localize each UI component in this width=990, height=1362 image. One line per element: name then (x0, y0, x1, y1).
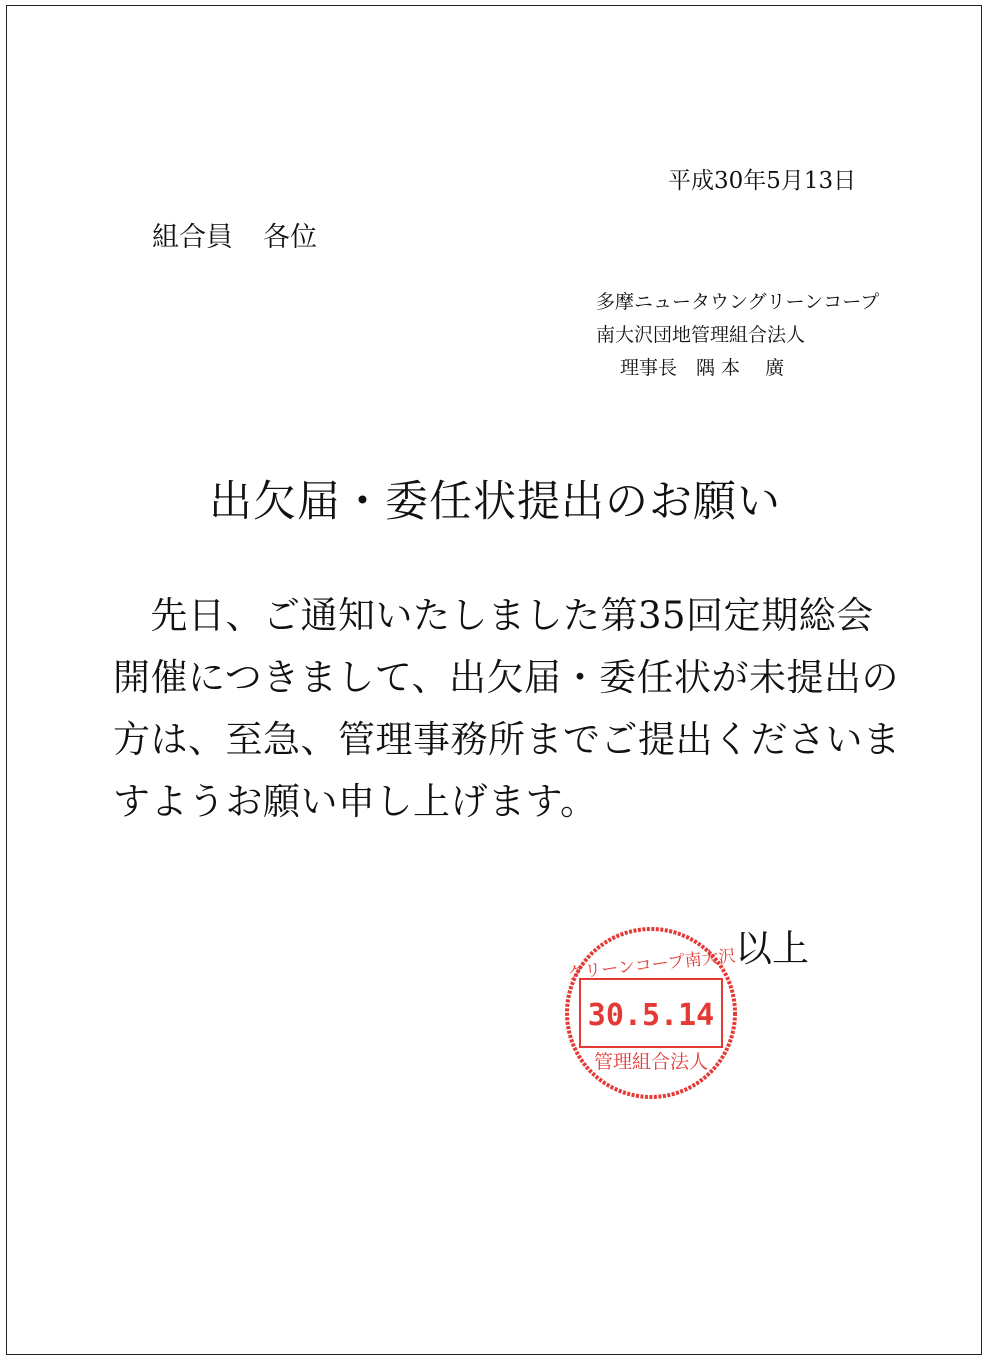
sender-chairman: 理事長 隅 本 廣 (620, 357, 785, 379)
document-title: 出欠届・委任状提出のお願い (209, 477, 781, 527)
addressee (152, 215, 317, 254)
document-date: 平成30年5月13日 (668, 168, 857, 194)
addressee-suffix: 各位 (263, 222, 317, 253)
seal-bottom-text: 管理組合法人 (593, 1051, 709, 1073)
closing-mark: 以上 (735, 927, 809, 970)
body-line: 開催につきまして、出欠届・委任状が未提出の (113, 656, 900, 699)
sender-corporation: 南大沢団地管理組合法人 (596, 324, 806, 346)
seal-date-text: 30.5.14 (587, 998, 715, 1033)
sender-organization: 多摩ニュータウングリーンコープ (596, 291, 880, 313)
body-line: 先日、ご通知いたしました第35回定期総会 (113, 594, 874, 637)
body-line: すようお願い申し上げます。 (113, 780, 598, 823)
body-line: 方は、至急、管理事務所までご提出くださいま (113, 718, 901, 761)
date-seal-stamp (560, 922, 742, 1104)
body-paragraph (113, 585, 901, 833)
sender-block (596, 286, 879, 385)
seal-top-text: グリーンコープ南大沢 (566, 946, 737, 984)
addressee-name: 組合員 (152, 222, 233, 253)
